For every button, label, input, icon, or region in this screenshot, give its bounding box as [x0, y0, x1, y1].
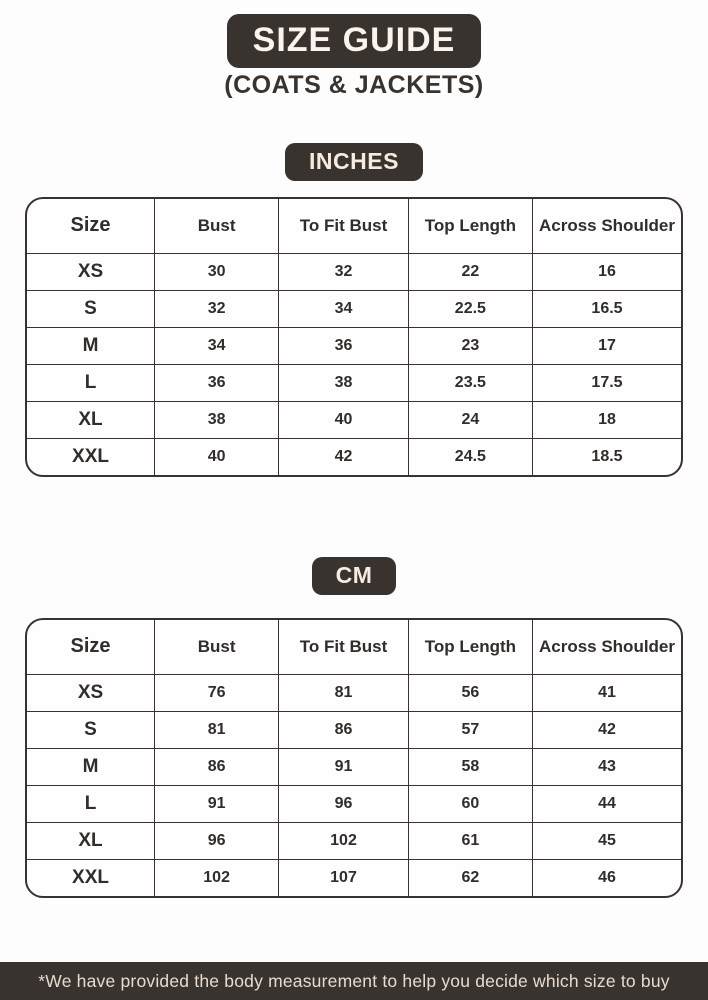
value-cell: 91 [155, 785, 279, 822]
size-cell: M [27, 327, 155, 364]
column-header-top-length: Top Length [408, 620, 532, 674]
value-cell: 22.5 [408, 290, 532, 327]
table-row [27, 290, 681, 327]
table-row [27, 364, 681, 401]
table-head [27, 620, 681, 674]
value-cell: 24.5 [408, 438, 532, 475]
value-cell: 91 [279, 748, 408, 785]
column-header-across-shoulder: Across Shoulder [533, 620, 682, 674]
value-cell: 44 [533, 785, 682, 822]
column-header-bust: Bust [155, 620, 279, 674]
table-row [27, 822, 681, 859]
value-cell: 60 [408, 785, 532, 822]
table-row [27, 438, 681, 475]
value-cell: 24 [408, 401, 532, 438]
value-cell: 41 [533, 674, 682, 711]
page-subtitle: (COATS & JACKETS) [224, 71, 484, 99]
size-cell: S [27, 290, 155, 327]
value-cell: 43 [533, 748, 682, 785]
column-header-size: Size [27, 199, 155, 253]
value-cell: 40 [155, 438, 279, 475]
table-row [27, 711, 681, 748]
size-cell: L [27, 785, 155, 822]
table-row [27, 748, 681, 785]
table-row [27, 785, 681, 822]
cm-unit-badge: CM [312, 557, 397, 595]
value-cell: 42 [279, 438, 408, 475]
value-cell: 18.5 [533, 438, 682, 475]
size-cell: XXL [27, 438, 155, 475]
size-cell: XXL [27, 859, 155, 896]
value-cell: 34 [279, 290, 408, 327]
value-cell: 57 [408, 711, 532, 748]
column-header-across-shoulder: Across Shoulder [533, 199, 682, 253]
cm-table [27, 620, 681, 896]
table-row [27, 674, 681, 711]
page-title: SIZE GUIDE [227, 14, 482, 68]
value-cell: 18 [533, 401, 682, 438]
value-cell: 32 [155, 290, 279, 327]
inches-section-header [0, 143, 708, 181]
value-cell: 17.5 [533, 364, 682, 401]
footer-note: *We have provided the body measurement to help you decide which size to buy [0, 962, 708, 1000]
value-cell: 38 [155, 401, 279, 438]
value-cell: 107 [279, 859, 408, 896]
value-cell: 102 [279, 822, 408, 859]
size-cell: L [27, 364, 155, 401]
size-cell: M [27, 748, 155, 785]
value-cell: 36 [155, 364, 279, 401]
value-cell: 81 [155, 711, 279, 748]
size-cell: S [27, 711, 155, 748]
value-cell: 62 [408, 859, 532, 896]
size-cell: XS [27, 674, 155, 711]
value-cell: 38 [279, 364, 408, 401]
value-cell: 102 [155, 859, 279, 896]
cm-section-header [0, 557, 708, 595]
value-cell: 96 [279, 785, 408, 822]
value-cell: 22 [408, 253, 532, 290]
value-cell: 17 [533, 327, 682, 364]
value-cell: 23 [408, 327, 532, 364]
value-cell: 46 [533, 859, 682, 896]
table-row [27, 253, 681, 290]
value-cell: 36 [279, 327, 408, 364]
value-cell: 40 [279, 401, 408, 438]
value-cell: 16.5 [533, 290, 682, 327]
column-header-to-fit-bust: To Fit Bust [279, 620, 408, 674]
table-body [27, 674, 681, 896]
value-cell: 42 [533, 711, 682, 748]
value-cell: 76 [155, 674, 279, 711]
inches-unit-badge: INCHES [285, 143, 423, 181]
table-row [27, 859, 681, 896]
column-header-bust: Bust [155, 199, 279, 253]
value-cell: 86 [279, 711, 408, 748]
value-cell: 56 [408, 674, 532, 711]
page-header [0, 0, 708, 100]
table-row [27, 401, 681, 438]
value-cell: 45 [533, 822, 682, 859]
value-cell: 86 [155, 748, 279, 785]
value-cell: 96 [155, 822, 279, 859]
value-cell: 30 [155, 253, 279, 290]
column-header-size: Size [27, 620, 155, 674]
value-cell: 23.5 [408, 364, 532, 401]
column-header-top-length: Top Length [408, 199, 532, 253]
value-cell: 32 [279, 253, 408, 290]
header-row [27, 620, 681, 674]
value-cell: 16 [533, 253, 682, 290]
size-cell: XL [27, 822, 155, 859]
table-head [27, 199, 681, 253]
value-cell: 34 [155, 327, 279, 364]
inches-table [27, 199, 681, 475]
table-row [27, 327, 681, 364]
value-cell: 58 [408, 748, 532, 785]
size-cell: XL [27, 401, 155, 438]
table-body [27, 253, 681, 475]
inches-size-table [25, 197, 683, 477]
column-header-to-fit-bust: To Fit Bust [279, 199, 408, 253]
value-cell: 61 [408, 822, 532, 859]
header-row [27, 199, 681, 253]
size-cell: XS [27, 253, 155, 290]
cm-size-table [25, 618, 683, 898]
value-cell: 81 [279, 674, 408, 711]
